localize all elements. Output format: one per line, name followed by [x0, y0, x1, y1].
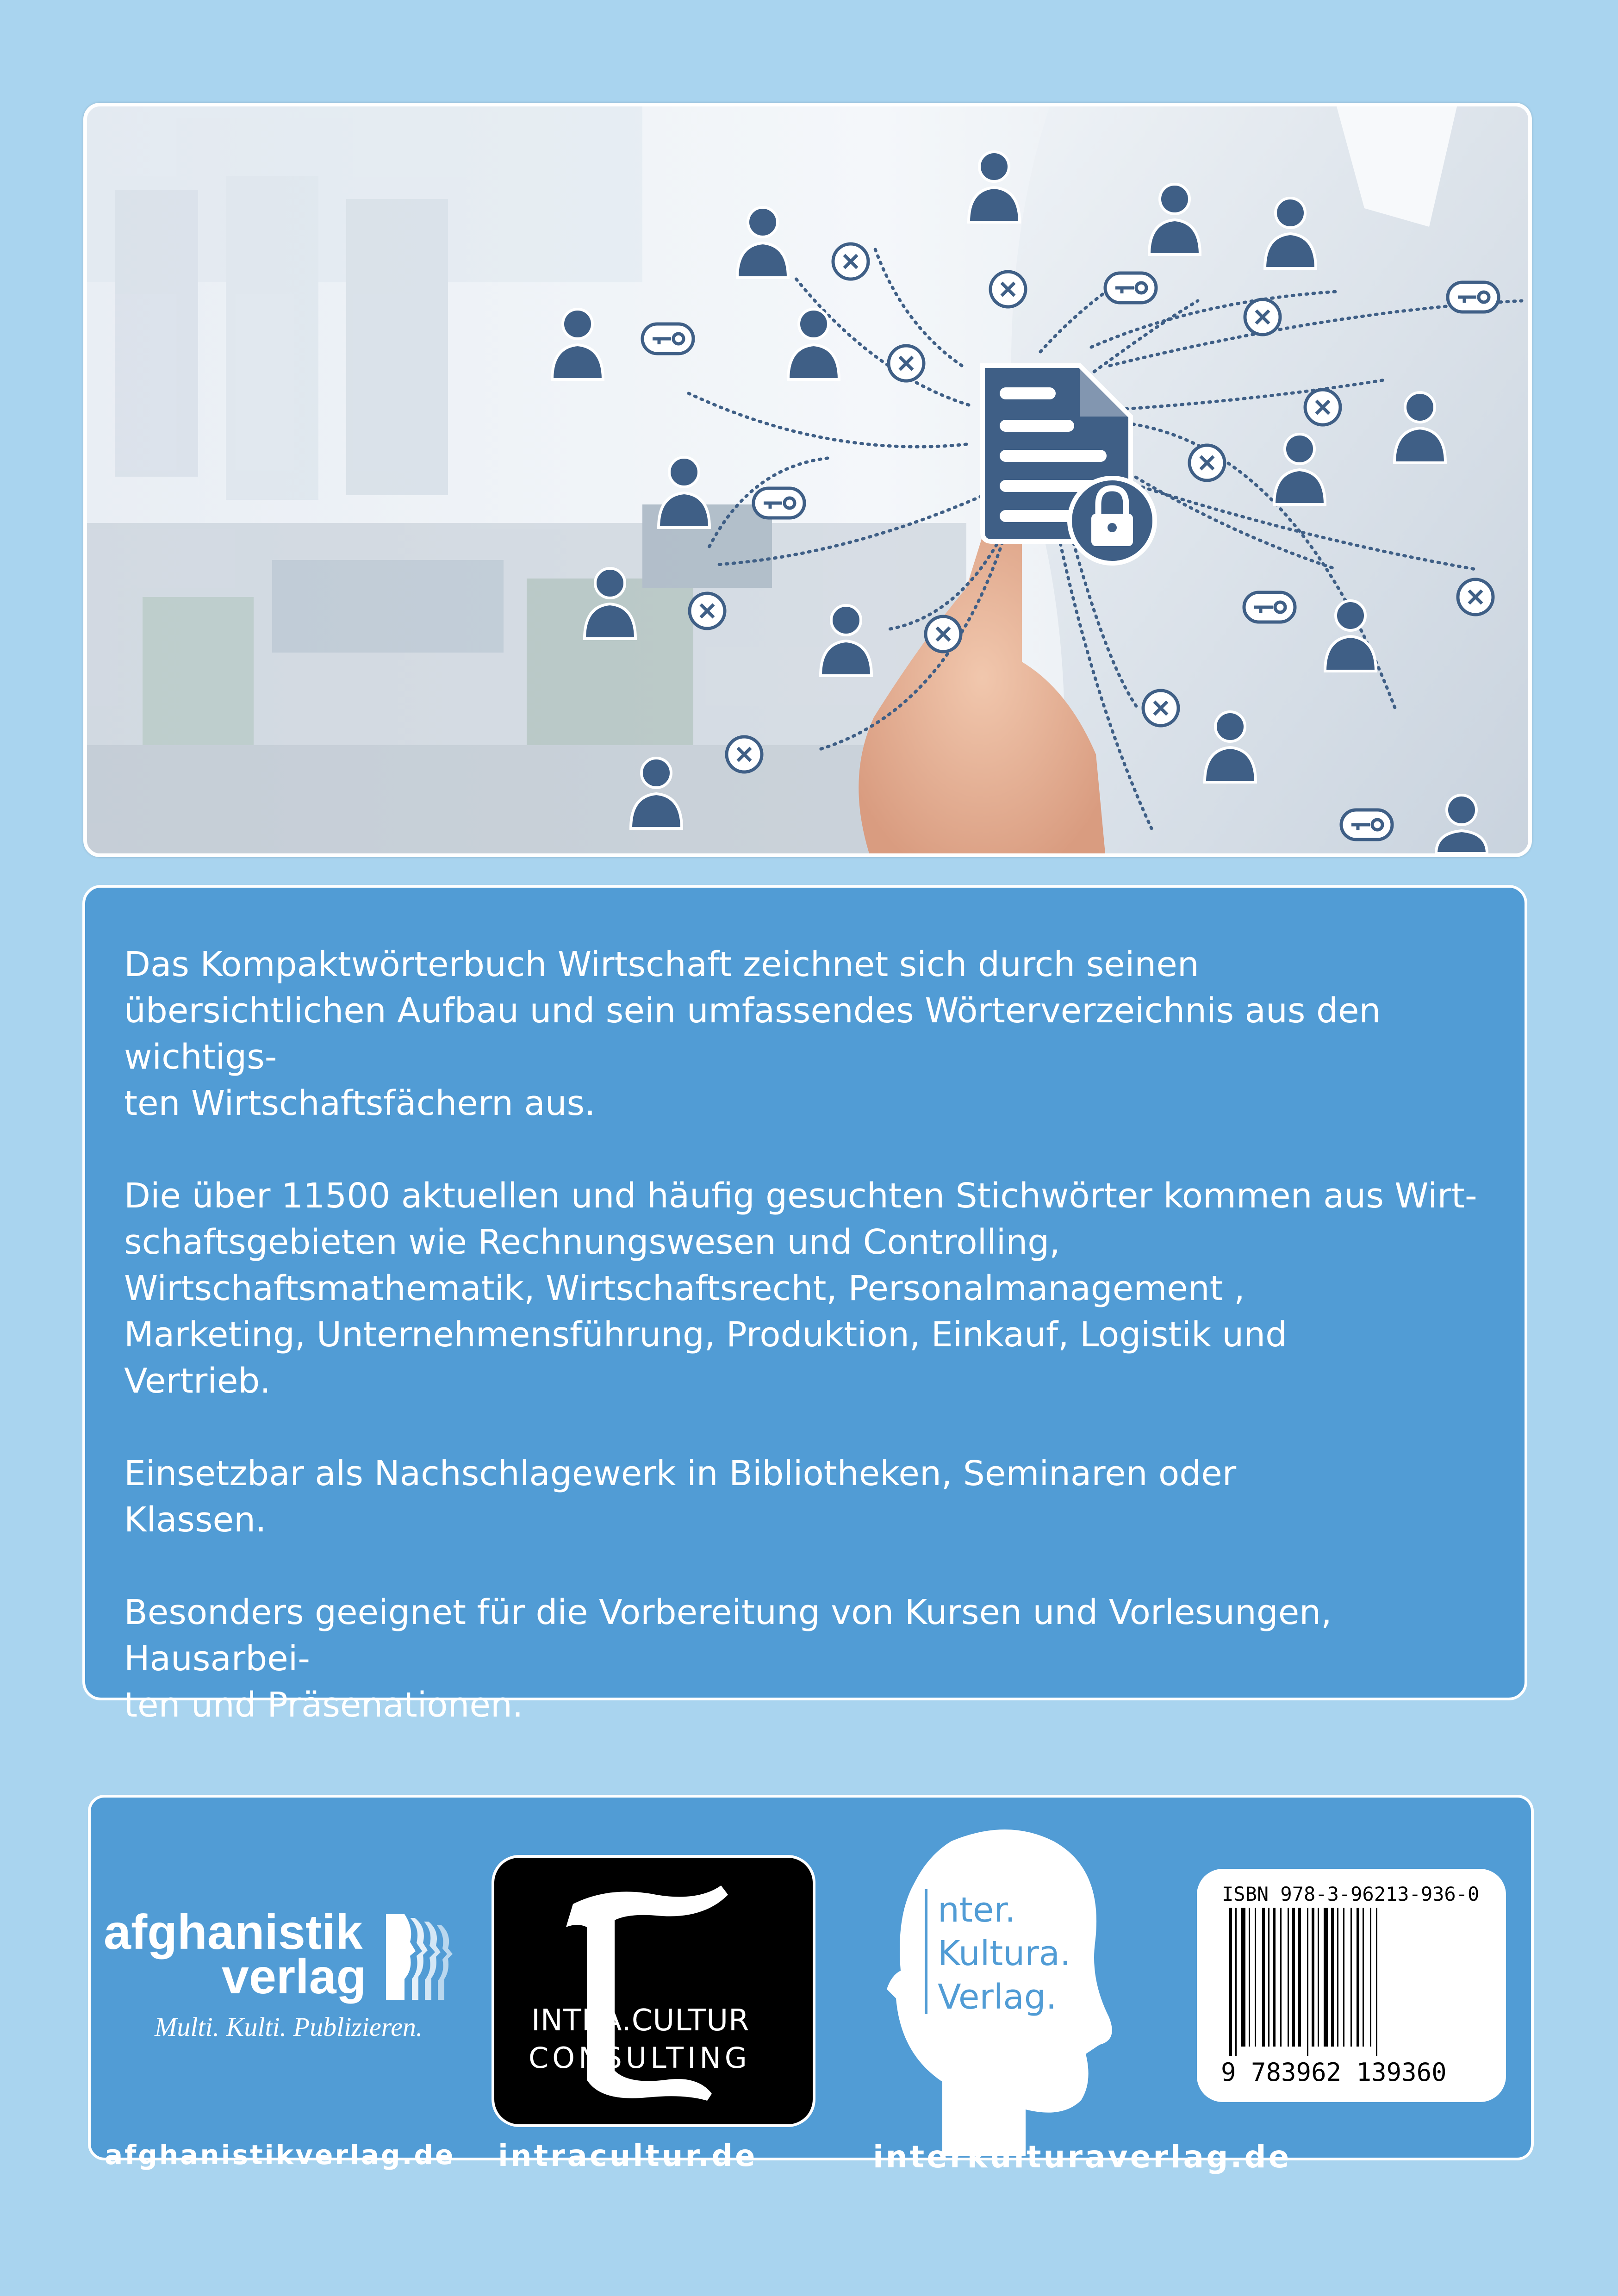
intracultur-logo: [492, 1855, 815, 2127]
barcode-bar: [1292, 1908, 1295, 2047]
barcode-bar: [1363, 1908, 1364, 2047]
interkultura-line2: Kultura.: [938, 1934, 1071, 1973]
isbn-digits: 9 783962 139360: [1221, 2058, 1447, 2087]
barcode-bar: [1343, 1908, 1344, 2047]
close-icon: [990, 272, 1026, 307]
barcode-bar: [1307, 1908, 1308, 2056]
barcode-bars: [1229, 1908, 1479, 2056]
close-icon: [889, 346, 924, 381]
barcode-bar: [1235, 1908, 1237, 2056]
intracultur-url[interactable]: intracultur.de: [498, 2139, 758, 2173]
barcode-bar: [1324, 1908, 1328, 2047]
interkultura-url[interactable]: interkulturaverlag.de: [873, 2139, 1292, 2175]
close-icon: [1458, 579, 1493, 615]
key-icon: [1244, 592, 1295, 622]
barcode-bar: [1249, 1908, 1250, 2047]
barcode-bar: [1312, 1908, 1314, 2047]
description-paragraph: Besonders geeignet für die Vorbereitung von Kursen und Vorlesungen, Hausarbei- ten und Präsenationen.: [124, 1593, 1332, 1725]
barcode-bar: [1241, 1908, 1245, 2047]
barcode-bar: [1337, 1908, 1338, 2047]
barcode-bar: [1331, 1908, 1334, 2047]
afghanistik-url[interactable]: afghanistikverlag.de: [105, 2139, 455, 2171]
interkultura-logo-text: [938, 1888, 1071, 2019]
interkultura-line3: Verlag.: [938, 1977, 1057, 2017]
barcode-bar: [1255, 1908, 1256, 2047]
close-icon: [727, 737, 762, 772]
barcode-bar: [1229, 1908, 1232, 2056]
barcode-bar: [1376, 1908, 1377, 2056]
description-paragraph: Die über 11500 aktuellen und häufig gesuchten Stichwörter kommen aus Wirt- schaftsgebieten wie Rechnungswesen und Controlling, Wirtschaftsmathematik, Wirtschaftsrecht, Personalmanagement , Marketing, Unternehmensführung, Produktion, Einkauf, Logistik und Vertrieb.: [124, 1176, 1477, 1401]
key-icon: [642, 324, 693, 354]
key-icon: [1105, 273, 1156, 303]
barcode-bar: [1350, 1908, 1352, 2047]
barcode-bar: [1370, 1908, 1371, 2047]
barcode-bar: [1288, 1908, 1289, 2047]
barcode-bar: [1280, 1908, 1282, 2047]
interkultura-line1: nter.: [938, 1890, 1016, 1930]
intracultur-name: INTRA.CULTUR: [531, 2004, 750, 2038]
afghanistik-name: afghanistik: [104, 1905, 363, 1960]
afghanistik-verlag: verlag: [222, 1949, 367, 2004]
barcode-bar: [1357, 1908, 1359, 2047]
description-paragraph: Das Kompaktwörterbuch Wirtschaft zeichnet sich durch seinen übersichtlichen Aufbau und sein umfassendes Wörterverzeichnis aus den wichtigs- ten Wirtschaftsfächern aus.: [124, 945, 1381, 1123]
key-icon: [1448, 282, 1499, 312]
faces-icon: [386, 1910, 465, 2002]
publisher-panel: [88, 1795, 1534, 2175]
isbn-label: ISBN 978-3-96213-936-0: [1222, 1883, 1480, 1905]
close-icon: [1189, 445, 1225, 480]
barcode-bar: [1318, 1908, 1319, 2047]
description-paragraph: Einsetzbar als Nachschlagewerk in Bibliotheken, Seminaren oder Klassen.: [124, 1454, 1237, 1540]
close-icon: [1143, 691, 1178, 726]
afghanistik-tagline: Multi. Kulti. Publizieren.: [155, 2012, 423, 2042]
key-icon: [1341, 810, 1392, 840]
close-icon: [833, 244, 868, 279]
key-icon: [753, 488, 804, 518]
barcode-bar: [1262, 1908, 1265, 2047]
intracultur-consulting: CONSULTING: [529, 2041, 751, 2075]
cover-photo: [83, 103, 1532, 857]
isbn-barcode: [1197, 1869, 1506, 2102]
lock-icon: [1070, 478, 1155, 563]
close-icon: [926, 616, 961, 652]
barcode-bar: [1268, 1908, 1270, 2047]
close-icon: [690, 593, 725, 628]
barcode-bar: [1298, 1908, 1301, 2047]
close-icon: [1305, 390, 1340, 425]
close-icon: [1245, 299, 1280, 335]
barcode-bar: [1273, 1908, 1276, 2047]
description-panel: [82, 885, 1527, 1725]
